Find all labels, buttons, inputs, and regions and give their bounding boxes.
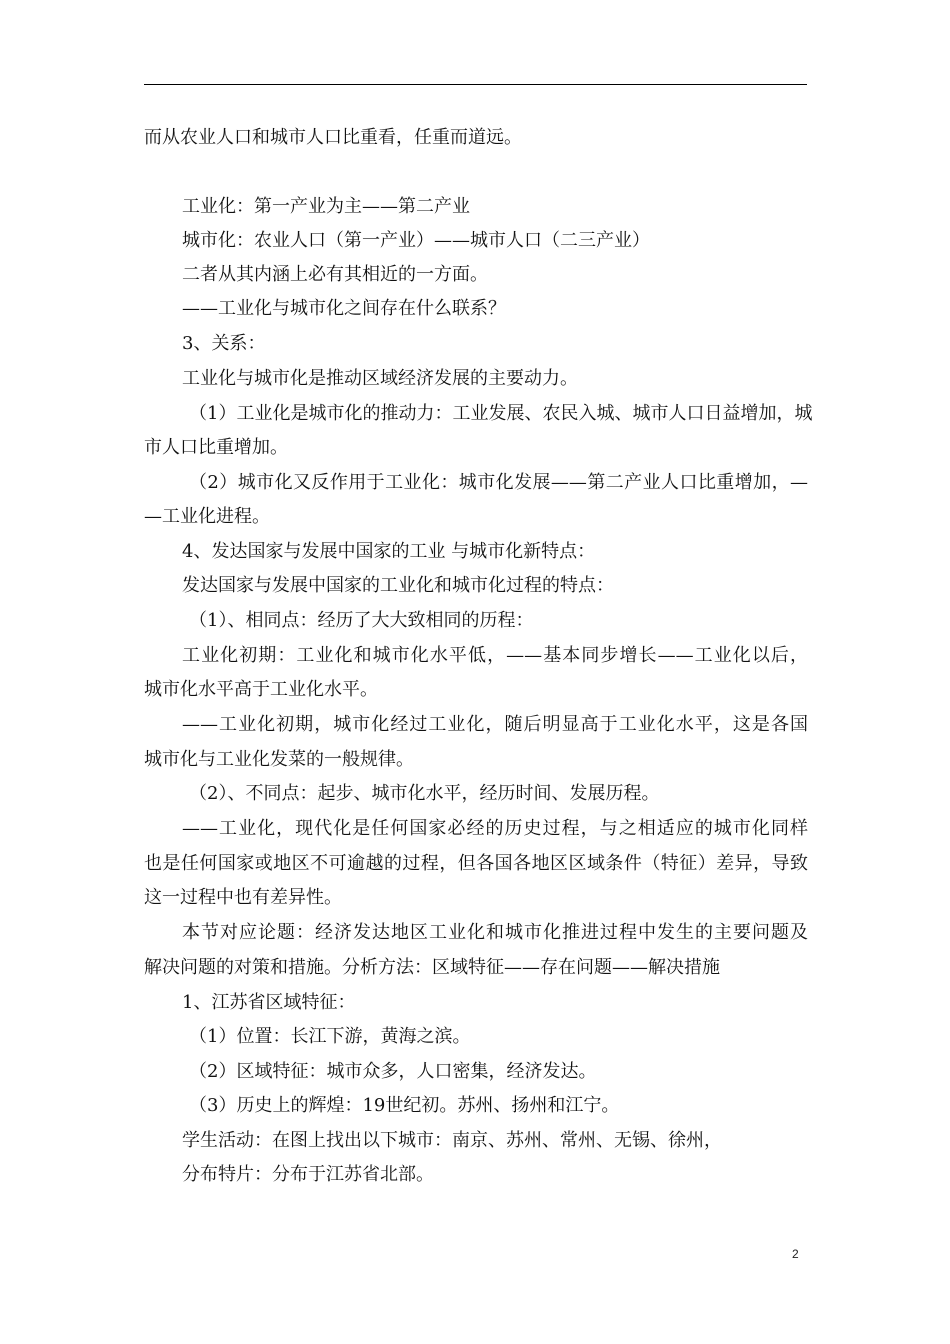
text-line: （1）工业化是城市化的推动力：工业发展、农民入城、城市人口日益增加，城 xyxy=(189,403,813,424)
text-line: 工业化与城市化是推动区域经济发展的主要动力。 xyxy=(182,368,578,389)
text-line: 分布特片：分布于江苏省北部。 xyxy=(182,1164,434,1185)
section-heading: 3、关系： xyxy=(182,333,266,354)
text-line: 而从农业人口和城市人口比重看，任重而道远。 xyxy=(144,127,522,148)
section-heading: 4、发达国家与发展中国家的工业 与城市化新特点： xyxy=(182,541,596,562)
text-line: 工业化初期：工业化和城市化水平低，——基本同步增长——工业化以后， xyxy=(182,645,808,666)
text-line: 本节对应论题：经济发达地区工业化和城市化推进过程中发生的主要问题及 xyxy=(182,922,808,943)
text-line: 工业化：第一产业为主——第二产业 xyxy=(182,196,470,217)
text-line: 城市化水平高于工业化水平。 xyxy=(144,679,378,700)
text-line: 城市化与工业化发菜的一般规律。 xyxy=(144,749,414,770)
text-line: 这一过程中也有差异性。 xyxy=(144,887,342,908)
text-line: 二者从其内涵上必有其相近的一方面。 xyxy=(182,264,488,285)
text-line: （2）、不同点：起步、城市化水平，经历时间、发展历程。 xyxy=(189,783,660,804)
text-line: （2）区域特征：城市众多，人口密集，经济发达。 xyxy=(189,1061,597,1082)
text-line: （3）历史上的辉煌：19世纪初。苏州、扬州和江宁。 xyxy=(189,1095,620,1116)
text-line: ——工业化与城市化之间存在什么联系？ xyxy=(182,298,506,319)
header-rule xyxy=(144,84,807,85)
text-line: 城市化：农业人口（第一产业）——城市人口（二三产业） xyxy=(182,230,650,251)
text-line: 市人口比重增加。 xyxy=(144,437,288,458)
text-line: 解决问题的对策和措施。分析方法：区域特征——存在问题——解决措施 xyxy=(144,957,720,978)
text-line: 学生活动：在图上找出以下城市：南京、苏州、常州、无锡、徐州， xyxy=(182,1130,722,1151)
page-number: 2 xyxy=(792,1247,799,1261)
text-line: （1）、相同点：经历了大大致相同的历程： xyxy=(189,610,534,631)
text-line: ——工业化，现代化是任何国家必经的历史过程，与之相适应的城市化同样 xyxy=(182,818,808,839)
text-line: （2）城市化又反作用于工业化：城市化发展——第二产业人口比重增加，— xyxy=(189,472,808,493)
section-heading: 1、江苏省区域特征： xyxy=(182,992,356,1013)
text-line: 发达国家与发展中国家的工业化和城市化过程的特点： xyxy=(182,575,614,596)
text-line: —工业化进程。 xyxy=(144,506,270,527)
text-line: ——工业化初期，城市化经过工业化，随后明显高于工业化水平，这是各国 xyxy=(182,714,808,735)
text-line: （1）位置：长江下游，黄海之滨。 xyxy=(189,1026,471,1047)
text-line: 也是任何国家或地区不可逾越的过程，但各国各地区区域条件（特征）差异，导致 xyxy=(144,853,808,874)
